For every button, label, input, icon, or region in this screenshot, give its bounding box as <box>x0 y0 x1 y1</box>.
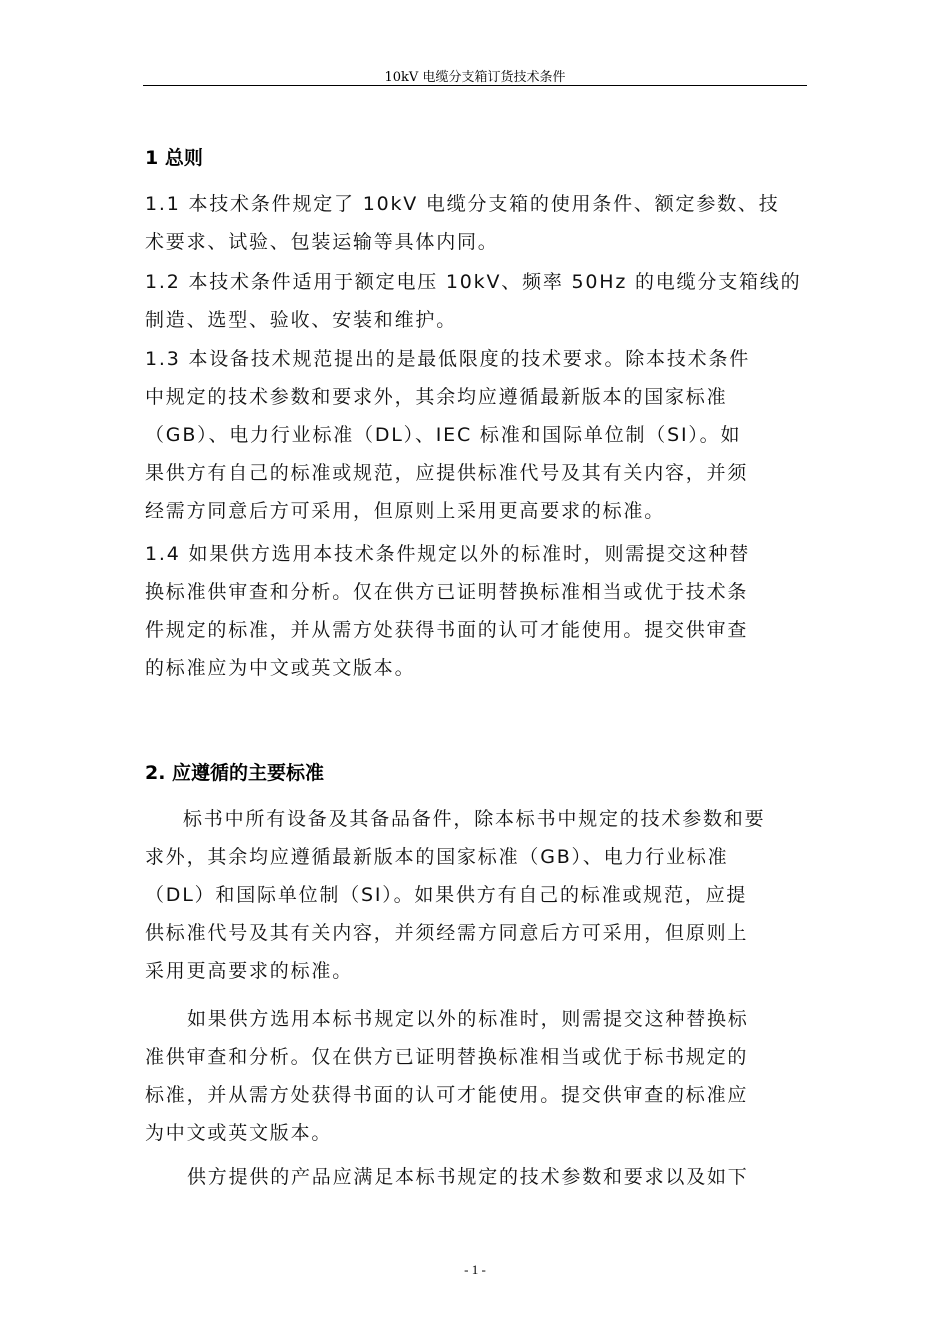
text-line: 供方提供的产品应满足本标书规定的技术参数和要求以及如下 <box>187 1166 749 1188</box>
text-line: 准供审查和分析。仅在供方已证明替换标准相当或优于标书规定的 <box>145 1046 749 1068</box>
clause-1-4 <box>145 535 810 687</box>
header-rule <box>143 85 807 86</box>
standards-paragraph-3 <box>145 1158 810 1196</box>
text-line: 1.2 本技术条件适用于额定电压 10kV、频率 50Hz 的电缆分支箱线的 <box>145 271 802 293</box>
text-line: （DL）和国际单位制（SI）。如果供方有自己的标准或规范，应提 <box>145 884 748 906</box>
text-line: 采用更高要求的标准。 <box>145 960 354 982</box>
text-line: 1.1 本技术条件规定了 10kV 电缆分支箱的使用条件、额定参数、技 <box>145 193 780 215</box>
clause-1-3 <box>145 340 810 530</box>
text-line: 1.3 本设备技术规范提出的是最低限度的技术要求。除本技术条件 <box>145 348 751 370</box>
text-line: 求外，其余均应遵循最新版本的国家标准（GB）、电力行业标准 <box>145 846 729 868</box>
text-line: 如果供方选用本标书规定以外的标准时，则需提交这种替换标 <box>187 1008 749 1030</box>
section-heading-general: 1 总则 <box>145 147 203 169</box>
section-heading-standards: 2. 应遵循的主要标准 <box>145 762 325 784</box>
standards-paragraph-2 <box>145 1000 810 1152</box>
standards-paragraph-1 <box>145 800 810 990</box>
text-line: 经需方同意后方可采用，但原则上采用更高要求的标准。 <box>145 500 666 522</box>
text-line: 供标准代号及其有关内容，并须经需方同意后方可采用，但原则上 <box>145 922 749 944</box>
text-line: 制造、选型、验收、安装和维护。 <box>145 309 458 331</box>
clause-1-1 <box>145 185 810 261</box>
text-line: 为中文或英文版本。 <box>145 1122 333 1144</box>
text-line: 1.4 如果供方选用本技术条件规定以外的标准时，则需提交这种替 <box>145 543 751 565</box>
text-line: 件规定的标准，并从需方处获得书面的认可才能使用。提交供审查 <box>145 619 749 641</box>
page-number: - 1 - <box>464 1262 486 1277</box>
text-line: 果供方有自己的标准或规范，应提供标准代号及其有关内容，并须 <box>145 462 749 484</box>
text-line: 术要求、试验、包装运输等具体内同。 <box>145 231 499 253</box>
text-line: 的标准应为中文或英文版本。 <box>145 657 416 679</box>
clause-1-2 <box>145 263 810 339</box>
text-line: 中规定的技术参数和要求外，其余均应遵循最新版本的国家标准 <box>145 386 728 408</box>
text-line: 换标准供审查和分析。仅在供方已证明替换标准相当或优于技术条 <box>145 581 749 603</box>
text-line: （GB）、电力行业标准（DL）、IEC 标准和国际单位制（SI）。如 <box>145 424 742 446</box>
running-header-title: 10kV 电缆分支箱订货技术条件 <box>384 70 566 85</box>
text-line: 标准，并从需方处获得书面的认可才能使用。提交供审查的标准应 <box>145 1084 749 1106</box>
text-line: 标书中所有设备及其备品备件，除本标书中规定的技术参数和要 <box>183 808 766 830</box>
